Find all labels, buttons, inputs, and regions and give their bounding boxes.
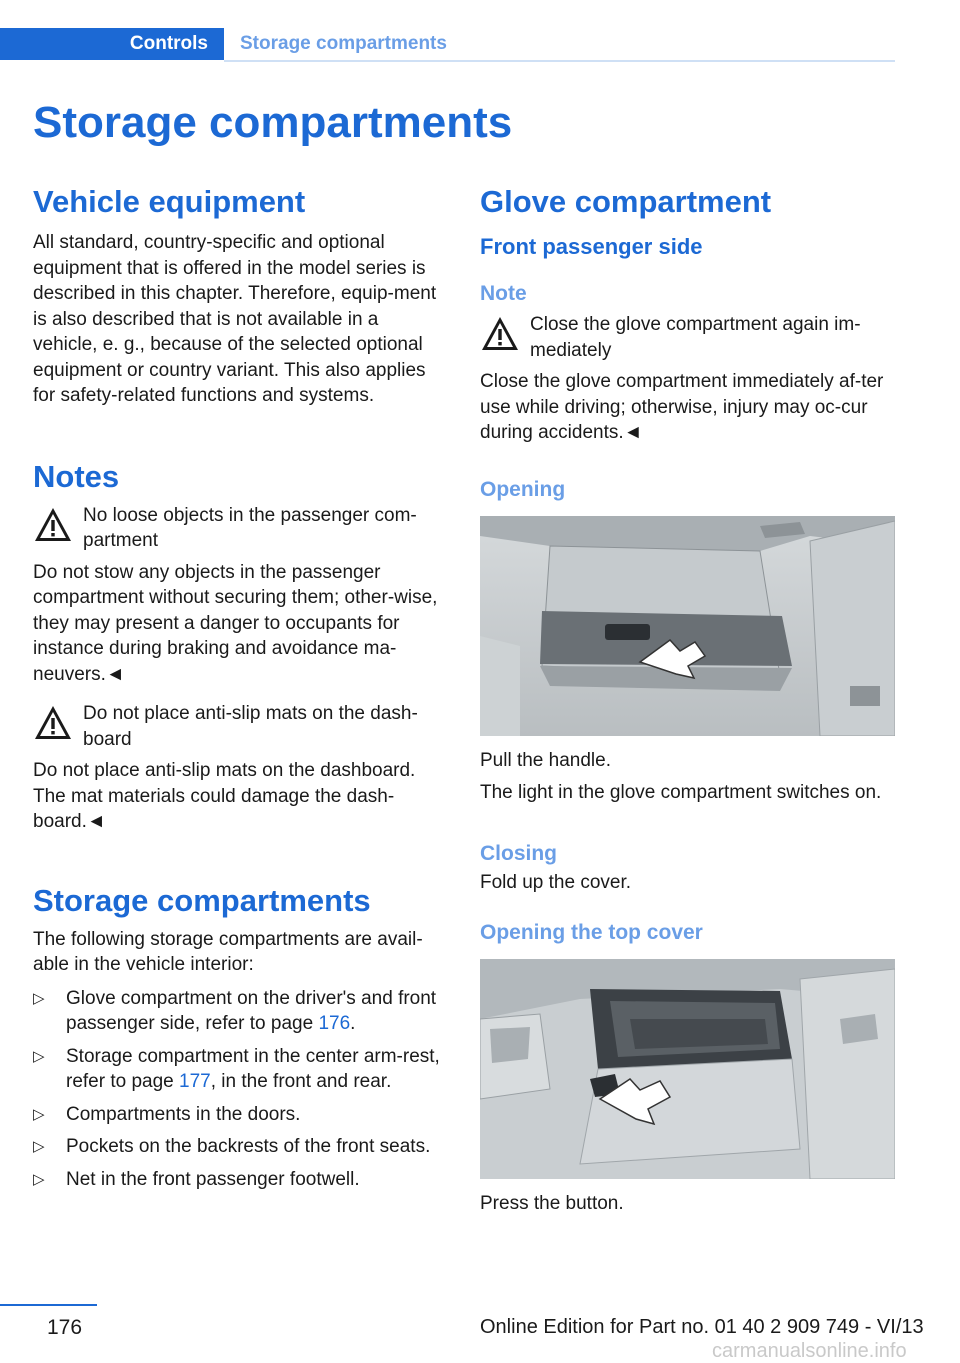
closing-heading: Closing	[480, 841, 557, 865]
right-column	[480, 182, 896, 1217]
warning-triangle-icon	[33, 505, 83, 547]
left-column	[33, 182, 448, 1199]
front-passenger-side-heading: Front passenger side	[480, 234, 703, 259]
page-ref-link[interactable]: 176	[318, 1013, 351, 1034]
tab-storage-compartments[interactable]: Storage compartments	[240, 33, 447, 54]
opening-top-cover-heading: Opening the top cover	[480, 921, 703, 944]
bullet-icon: ▷	[33, 1170, 45, 1188]
warning1-title: No loose objects in the passenger com-partment	[83, 504, 417, 551]
warning2-title: Do not place anti-slip mats on the dash-board	[83, 703, 418, 750]
warning-glove-title: Close the glove compartment again im-mediately	[530, 314, 861, 361]
storage-compartments-heading: Storage compartments	[33, 882, 371, 918]
warning2-body: Do not place anti-slip mats on the dashboard. The mat materials could damage the dash-board.◄	[33, 760, 416, 832]
list-item: ▷ Net in the front passenger footwell.	[33, 1167, 448, 1193]
warning1-body: Do not stow any objects in the passenger compartment without securing them; other-wise, they may present a danger to occupants for instance during braking and avoidance ma-neuvers.◄	[33, 561, 438, 685]
bullet-icon: ▷	[33, 1138, 45, 1155]
page-ref-link[interactable]: 177	[179, 1071, 211, 1092]
tab-controls[interactable]: Controls	[0, 28, 224, 60]
vehicle-equipment-heading: Vehicle equipment	[33, 184, 306, 219]
glove-compartment-heading: Glove compartment	[480, 184, 772, 219]
storage-list	[33, 986, 448, 1193]
page-number: 176	[47, 1316, 83, 1339]
bullet-icon: ▷	[33, 1047, 45, 1065]
opening-heading: Opening	[480, 477, 566, 501]
vehicle-equipment-body: All standard, country-specific and optional equipment that is offered in the model series is described in this chapter. Therefore, equip-ment is also described that is not available in a vehicle, e. g., because of the selected optional equipment or country variant. This also applies for safety-related functions and systems.	[33, 232, 437, 406]
storage-intro: The following storage compartments are avail-able in the vehicle interior:	[33, 928, 423, 975]
top-cover-opening-image	[480, 959, 895, 1179]
warning-glove-body: Close the glove compartment immediately af-ter use while driving; otherwise, injury may oc-cur during accidents.◄	[480, 371, 884, 443]
edition-info: Online Edition for Part no. 01 40 2 909 749 - VI/13	[480, 1316, 924, 1338]
warning-triangle-icon	[480, 314, 530, 356]
page-title: Storage compartments	[33, 98, 513, 147]
list-item: ▷ Glove compartment on the driver's and front passenger side, refer to page 176.	[33, 986, 448, 1037]
notes-heading: Notes	[33, 458, 120, 494]
note-heading: Note	[480, 282, 527, 305]
watermark: carmanualsonline.info	[712, 1340, 907, 1362]
closing-text: Fold up the cover.	[480, 871, 632, 893]
warning-triangle-icon	[33, 703, 83, 745]
topcover-text: Press the button.	[480, 1193, 624, 1214]
footer-divider	[0, 1304, 97, 1306]
list-item: ▷ Compartments in the doors.	[33, 1102, 448, 1128]
header-bar	[0, 28, 895, 62]
header-divider	[224, 60, 895, 62]
warning-anti-slip-mats	[33, 701, 448, 752]
opening-text-2: The light in the glove compartment switches on.	[480, 782, 882, 803]
glove-compartment-opening-image	[480, 516, 895, 736]
list-item: ▷ Storage compartment in the center arm-rest, refer to page 177, in the front and rear.	[33, 1044, 448, 1095]
bullet-icon: ▷	[33, 1105, 45, 1123]
opening-text-1: Pull the handle.	[480, 749, 611, 771]
bullet-icon: ▷	[33, 989, 45, 1007]
warning-close-glove	[480, 312, 896, 363]
warning-loose-objects	[33, 503, 448, 554]
list-item: ▷ Pockets on the backrests of the front seats.	[33, 1134, 448, 1160]
